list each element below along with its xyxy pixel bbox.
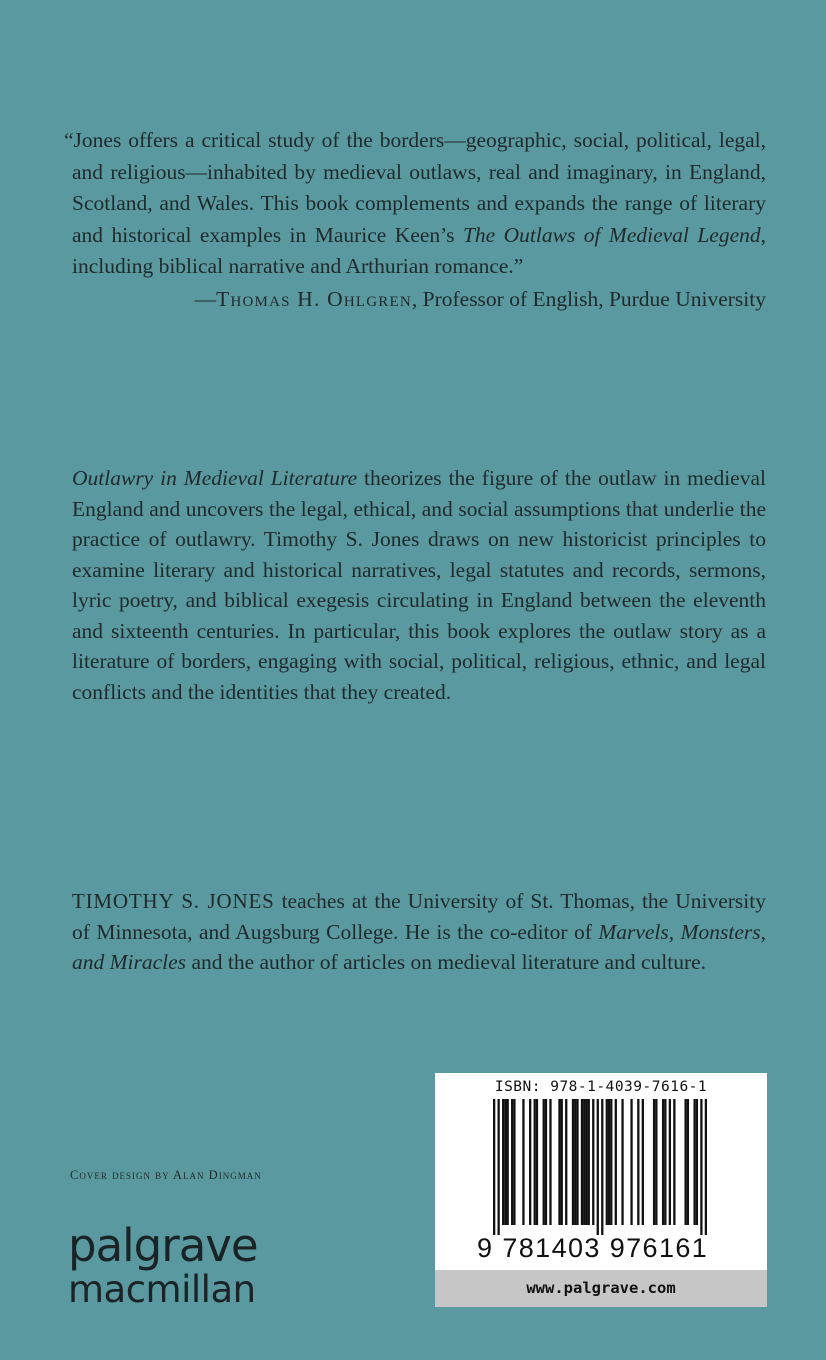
quote-book-title: The Outlaws of Medieval Legend: [462, 222, 761, 247]
barcode-bar: [687, 1099, 689, 1225]
bio-book-title: Marvels, Monsters, and Miracles: [72, 919, 766, 974]
barcode-bar: [536, 1099, 538, 1225]
barcode-bar: [522, 1099, 524, 1225]
barcode-panel: [435, 1073, 767, 1307]
publisher-name-line2: macmillan: [68, 1268, 256, 1311]
publisher-logo: [68, 1219, 258, 1311]
barcode-bar: [507, 1099, 509, 1225]
barcode-bar: [561, 1099, 563, 1225]
barcode-bar: [610, 1099, 612, 1225]
endorser-affiliation: , Professor of English, Purdue University: [411, 287, 766, 311]
barcode-bar: [534, 1099, 536, 1225]
barcode-bar: [511, 1099, 513, 1225]
barcode-bar: [543, 1099, 545, 1225]
barcode-bar: [669, 1099, 671, 1225]
barcode-bars: [493, 1099, 707, 1235]
barcode-bar: [493, 1099, 495, 1235]
author-bio: [72, 886, 766, 978]
barcode-bar: [655, 1099, 657, 1225]
quote-text: “Jones offers a critical study of the borders—geographic, social, political, legal, and religious—inhabited by medieval outlaws, real and imaginary, in England, Scotland, and Wales. This book complements and expands the range of literary and historical examples in Maurice Keen’s: [64, 128, 766, 247]
barcode-bar: [700, 1099, 702, 1235]
barcode-bar: [615, 1099, 617, 1225]
attribution-dash: —: [194, 287, 217, 311]
barcode-bar: [606, 1099, 608, 1225]
synopsis-text: theorizes the figure of the outlaw in medieval England and uncovers the legal, ethical, and social assumptions that underlie the practice of outlawry. Timothy S. Jones draws on new historicist principles to examine literary and historical narratives, legal statutes and records, sermons, lyric poetry, and biblical exegesis circulating in England between the eleventh and sixteenth centuries. In particular, this book explores the outlaw story as a literature of borders, engaging with social, political, religious, ethnic, and legal conflicts and the identities that they created.: [72, 466, 766, 704]
barcode-bar: [583, 1099, 585, 1225]
barcode-bar: [513, 1099, 515, 1225]
bio-text-2: and the author of articles on medieval literature and culture.: [186, 950, 707, 974]
barcode-bar: [673, 1099, 675, 1225]
barcode-bar: [601, 1099, 603, 1235]
barcode-bar: [592, 1099, 594, 1225]
barcode-bar: [558, 1099, 560, 1225]
barcode-bar: [549, 1099, 551, 1225]
barcode-bar: [502, 1099, 504, 1225]
publisher-url: www.palgrave.com: [435, 1270, 767, 1307]
barcode-bar: [662, 1099, 664, 1225]
barcode-bar: [630, 1099, 632, 1225]
publisher-name-line1: palgrave: [68, 1219, 258, 1272]
barcode-bar: [684, 1099, 686, 1225]
barcode-bar: [576, 1099, 578, 1225]
barcode-bar: [642, 1099, 644, 1225]
barcode-bar: [585, 1099, 587, 1225]
barcode-bar: [696, 1099, 698, 1225]
barcode-bar: [608, 1099, 610, 1225]
book-synopsis: [72, 463, 766, 707]
barcode-bar: [574, 1099, 576, 1225]
endorser-name: Thomas H. Ohlgren: [216, 287, 412, 311]
barcode-bar: [588, 1099, 590, 1225]
cover-design-credit: Cover design by Alan Dingman: [70, 1168, 262, 1182]
barcode-digits: 9 781403 976161: [477, 1233, 709, 1263]
barcode-bar: [637, 1099, 639, 1225]
barcode-bar: [504, 1099, 506, 1225]
barcode-bar: [653, 1099, 655, 1225]
bio-author-name: TIMOTHY S. JONES: [72, 889, 275, 913]
endorsement-quote: [64, 125, 767, 283]
barcode-bar: [572, 1099, 574, 1225]
quote-text-end: , including biblical narrative and Arthurian romance.”: [72, 222, 767, 278]
barcode-bar: [597, 1099, 599, 1235]
barcode-bar: [565, 1099, 567, 1225]
barcode-bar: [621, 1099, 623, 1225]
barcode-bar: [705, 1099, 707, 1235]
synopsis-book-title: Outlawry in Medieval Literature: [72, 466, 358, 490]
isbn-label: ISBN: 978-1-4039-7616-1: [494, 1079, 708, 1095]
barcode-bar: [498, 1099, 500, 1235]
barcode-bar: [545, 1099, 547, 1225]
bio-text-1: teaches at the University of St. Thomas, the University of Minnesota, and Augsburg College. He is the co-editor of: [72, 889, 767, 944]
barcode-bar: [664, 1099, 666, 1225]
barcode-bar: [529, 1099, 531, 1225]
barcode-bar: [693, 1099, 695, 1225]
barcode-bar: [581, 1099, 583, 1225]
endorsement-attribution: [72, 284, 766, 316]
